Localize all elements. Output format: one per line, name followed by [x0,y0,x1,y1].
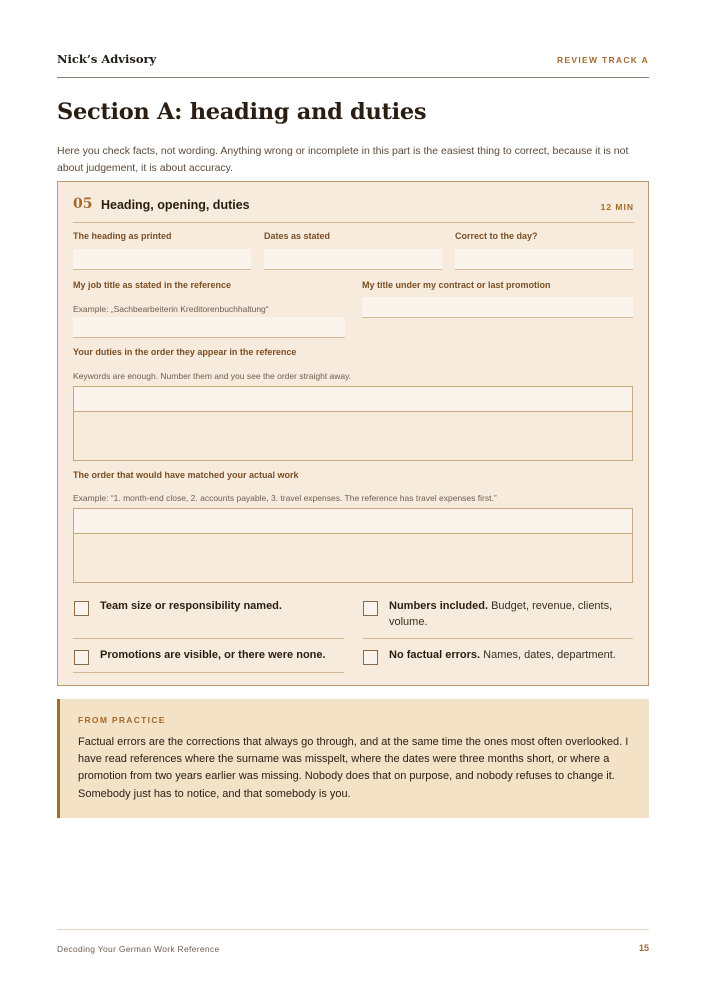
job-title-label: My job title as stated in the reference [73,280,232,290]
card-title: Heading, opening, duties [101,198,250,212]
duties-hint: Keywords are enough. Number them and you see the order straight away. [73,371,352,381]
contract-title-label: My title under my contract or last promotion [362,280,551,290]
page-number: 15 [638,943,649,953]
practice-label: FROM PRACTICE [78,715,166,725]
track-label: REVIEW TRACK A [556,55,649,65]
job-title-field[interactable] [73,317,345,338]
check-divider [363,638,633,639]
practice-text: Factual errors are the corrections that always go through, and at the same time the ones most often overlooked. I have read references where the surname was misspelt, where the dates were three months short, or where a promotion from two years earlier was missing. Nobody does that on purpose, and nobody refuses to change it. Somebody just has to notice, and that somebody is you. [78,736,629,800]
footer-divider [57,929,649,930]
order-hint: Example: “1. month-end close, 2. accounts payable, 3. travel expenses. The reference has travel expenses first.” [73,493,497,503]
duties-label: Your duties in the order they appear in the reference [73,347,297,357]
page-header [57,51,649,78]
footer-title: Decoding Your German Work Reference [57,944,220,954]
brand-name: Nick’s Advisory [57,52,157,66]
section-title: Section A: heading and duties [57,99,427,125]
practice-callout [57,699,649,818]
order-label: The order that would have matched your actual work [73,470,299,480]
dates-label: Dates as stated [264,231,331,241]
heading-label: The heading as printed [73,231,172,241]
duration-label: 12 MIN [600,202,634,212]
correct-field[interactable] [455,249,633,270]
check-bold: Numbers included. [389,600,489,612]
duties-textarea[interactable] [73,386,633,461]
dates-field[interactable] [264,249,442,270]
card-number: 05 [73,196,93,212]
check-bold: Promotions are visible, or there were none. [100,649,326,661]
job-title-hint: Example: „Sachbearbeiterin Kreditorenbuchhaltung“ [73,304,269,314]
correct-label: Correct to the day? [455,231,538,241]
worksheet-card [57,181,649,686]
check-bold: No factual errors. [389,649,481,661]
check-bold: Team size or responsibility named. [100,600,282,612]
checkbox[interactable] [74,650,89,665]
check-rest: Names, dates, department. [480,649,616,661]
section-intro: Here you check facts, not wording. Anything wrong or incomplete in this part is the easiest thing to correct, because it is not about judgement, it is about accuracy. [57,145,629,174]
check-divider [73,638,344,639]
checkbox[interactable] [74,601,89,616]
heading-field[interactable] [73,249,251,270]
order-textarea[interactable] [73,508,633,583]
check-rest: Budget, revenue, clients, volume. [389,600,613,628]
card-header [73,196,634,223]
checkbox[interactable] [363,650,378,665]
contract-title-field[interactable] [362,297,633,318]
checkbox[interactable] [363,601,378,616]
check-divider [73,672,344,673]
